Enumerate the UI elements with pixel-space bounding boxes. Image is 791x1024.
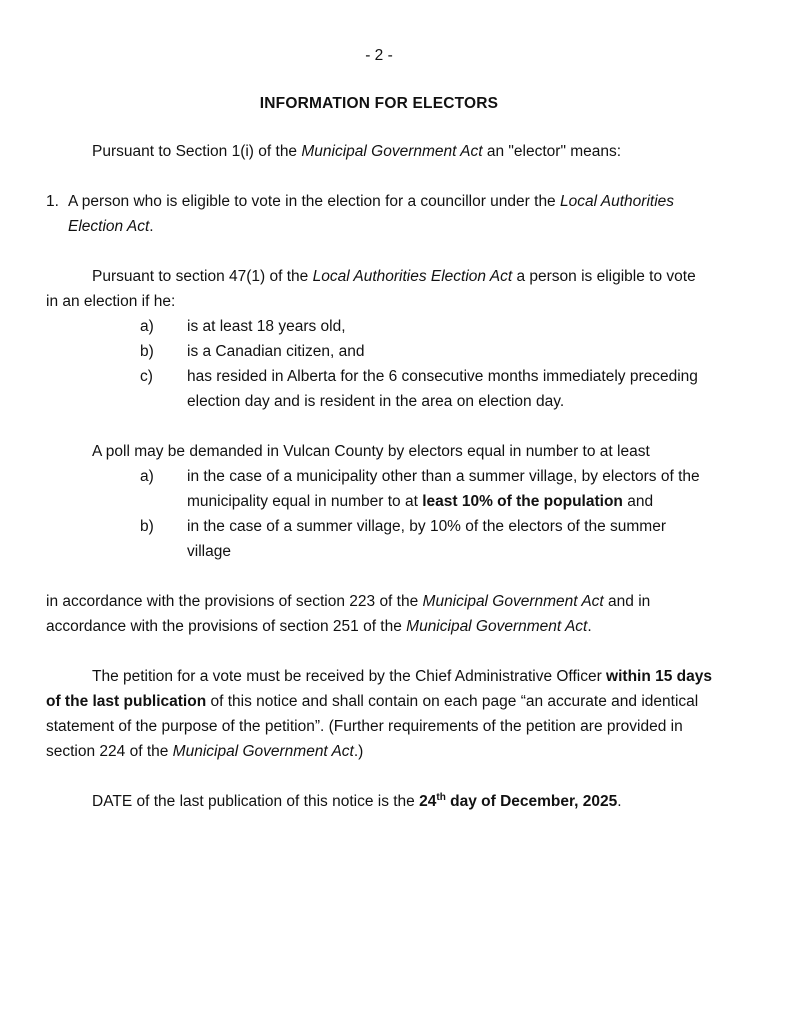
text-segment: .) xyxy=(353,743,364,760)
paragraph-petition xyxy=(46,664,712,764)
act-name-italic: Municipal Government Act xyxy=(422,593,604,610)
text-segment: . xyxy=(587,618,592,635)
text-segment: of this notice and shall contain on each page “an accurate and identical statement of the purpose of the petition”. (Further requirements of the petition are provided in section 224 of the xyxy=(46,693,699,760)
list-text: is at least 18 years old, xyxy=(187,318,346,335)
list-text: is a Canadian citizen, and xyxy=(187,343,365,360)
bold-segment: within 15 days of the last publication xyxy=(46,668,712,710)
text-segment: and in accordance with the provisions of section 251 of the xyxy=(46,593,651,635)
eligibility-list xyxy=(46,314,712,414)
act-name-italic: Local Authorities Election Act xyxy=(68,193,675,235)
paragraph-elector-definition xyxy=(46,139,712,164)
list-item-c xyxy=(46,364,712,414)
act-name-italic: Municipal Government Act xyxy=(406,618,588,635)
act-name-italic: Municipal Government Act xyxy=(301,143,483,160)
text-segment: A person who is eligible to vote in the election for a councillor under the xyxy=(68,193,560,210)
ordinal-superscript: th xyxy=(436,791,446,803)
page-title: INFORMATION FOR ELECTORS xyxy=(259,95,499,112)
bold-segment: day of December, 2025 xyxy=(445,793,618,810)
bold-segment: least 10% of the population xyxy=(422,493,623,510)
list-item-a xyxy=(46,464,712,514)
poll-list xyxy=(46,464,712,564)
act-name-italic: Local Authorities Election Act xyxy=(312,268,513,285)
paragraph-publication-date xyxy=(46,789,712,814)
paragraph-section-47 xyxy=(46,264,712,314)
list-letter: b) xyxy=(140,518,154,535)
item-number: 1. xyxy=(46,193,59,210)
list-letter: c) xyxy=(140,368,153,385)
text-segment: in accordance with the provisions of section 223 of the xyxy=(46,593,423,610)
text-segment: The petition for a vote must be received by the Chief Administrative Officer xyxy=(92,668,607,685)
list-letter: a) xyxy=(140,468,154,485)
numbered-item-1 xyxy=(46,189,712,239)
paragraph-accordance xyxy=(46,589,712,639)
page-number: - 2 - xyxy=(365,47,393,64)
text-segment: . xyxy=(149,218,154,235)
list-text: has resided in Alberta for the 6 consecutive months immediately preceding election day and is resident in the area on election day. xyxy=(187,368,698,410)
list-item-b xyxy=(46,339,712,364)
text-segment: an "elector" means: xyxy=(482,143,622,160)
text-segment: Pursuant to section 47(1) of the xyxy=(92,268,313,285)
list-text: in the case of a summer village, by 10% of the electors of the summer village xyxy=(187,518,667,560)
list-item-b xyxy=(46,514,712,564)
list-letter: b) xyxy=(140,343,154,360)
list-letter: a) xyxy=(140,318,154,335)
text-segment: Pursuant to Section 1(i) of the xyxy=(92,143,302,160)
list-text: and xyxy=(622,493,654,510)
bold-segment: 24 xyxy=(419,793,437,810)
text-segment: a person is eligible to vote in an election if he: xyxy=(46,268,696,310)
list-item-a xyxy=(46,314,712,339)
text-segment: . xyxy=(617,793,622,810)
paragraph-poll-demand: A poll may be demanded in Vulcan County by electors equal in number to at least xyxy=(92,443,650,460)
text-segment: DATE of the last publication of this notice is the xyxy=(92,793,420,810)
act-name-italic: Municipal Government Act xyxy=(172,743,354,760)
list-text: in the case of a municipality other than a summer village, by electors of the municipality equal in number to at xyxy=(187,468,700,510)
